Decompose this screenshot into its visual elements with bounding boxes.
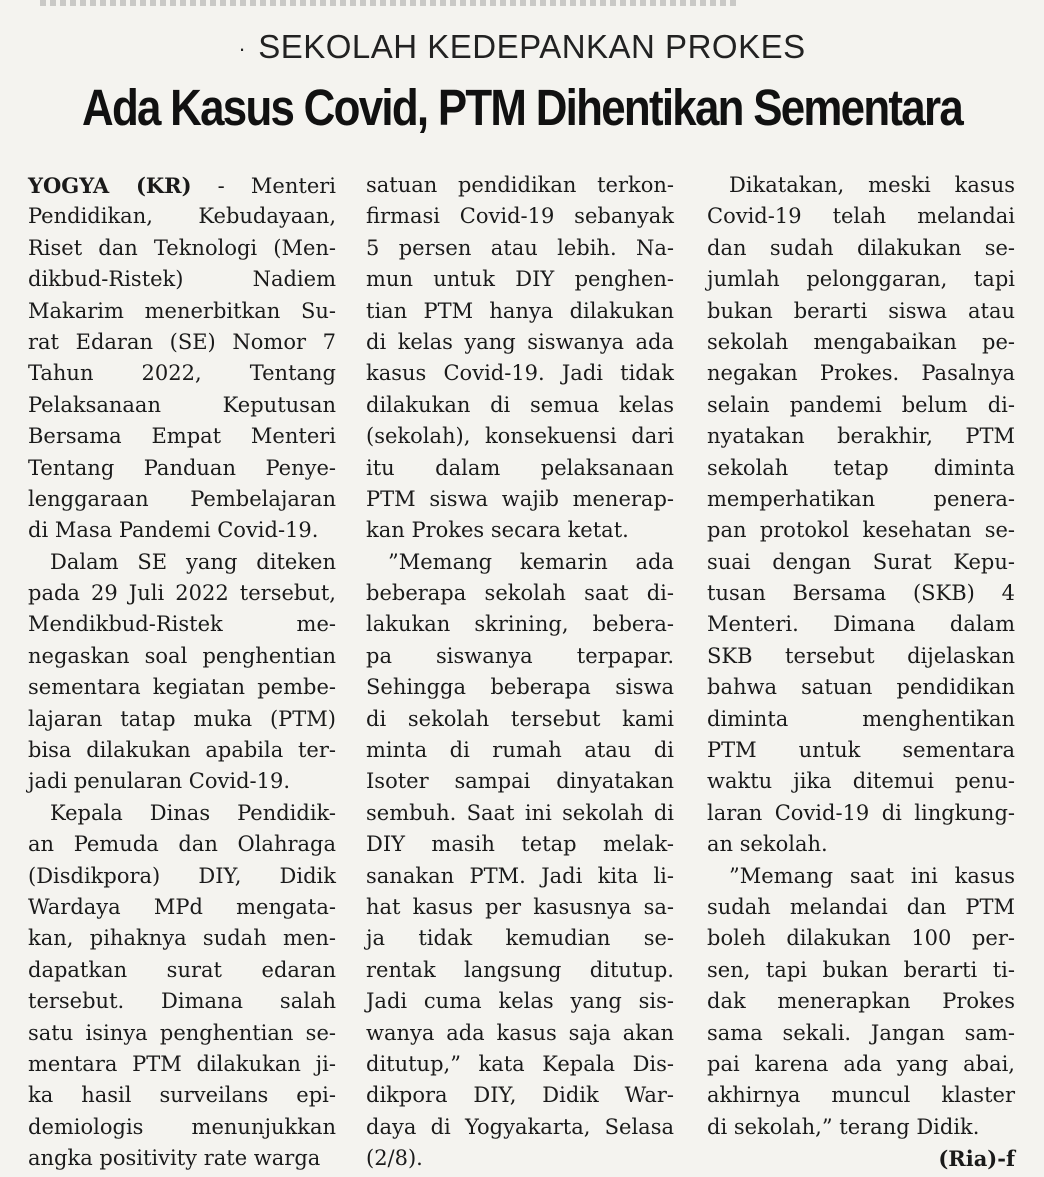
column-3 bbox=[707, 170, 1015, 1175]
text-line: minta di rumah atau di bbox=[366, 738, 674, 763]
text-line: ka hasil surveilans epi- bbox=[28, 1083, 336, 1108]
text-line: kan Prokes secara ketat. bbox=[366, 518, 629, 543]
text-line: Isoter sampai dinyatakan bbox=[366, 769, 674, 794]
text-line: dilakukan di semua kelas bbox=[366, 392, 674, 417]
text-line: Wardaya MPd mengata- bbox=[28, 894, 336, 919]
text-line: (Disdikpora) DIY, Didik bbox=[28, 863, 336, 888]
cropped-text-fragment bbox=[40, 0, 740, 6]
text-line: firmasi Covid-19 sebanyak bbox=[366, 204, 674, 229]
text-line: sudah melandai dan PTM bbox=[707, 894, 1015, 919]
text-line: Menteri. Dimana dalam bbox=[707, 612, 1015, 637]
text-line: di Masa Pandemi Covid-19. bbox=[28, 518, 319, 543]
text-line: tersebut. Dimana salah bbox=[28, 989, 336, 1014]
text-line: laran Covid-19 di lingkung- bbox=[707, 800, 1015, 825]
text-line: di sekolah tersebut kami bbox=[366, 706, 674, 731]
text-line: dikbud-Ristek) Nadiem bbox=[28, 267, 336, 292]
text-line: Jadi cuma kelas yang sis- bbox=[366, 989, 674, 1014]
text-line: nyatakan berakhir, PTM bbox=[707, 424, 1015, 449]
text-line: Sehingga beberapa siswa bbox=[366, 675, 674, 700]
text-line: mentara PTM dilakukan ji- bbox=[28, 1051, 336, 1076]
previous-article-fragment bbox=[0, 0, 1044, 10]
column-1 bbox=[28, 170, 336, 1175]
text-line: itu dalam pelaksanaan bbox=[366, 455, 674, 480]
text-line: ”Memang kemarin ada bbox=[388, 549, 674, 574]
text-line: jadi penularan Covid-19. bbox=[28, 769, 291, 794]
text-line: di kelas yang siswanya ada bbox=[366, 329, 674, 354]
text-line: ”Memang saat ini kasus bbox=[729, 863, 1015, 888]
text-line: SKB tersebut dijelaskan bbox=[707, 643, 1015, 668]
text-line: beberapa sekolah saat di- bbox=[366, 581, 674, 606]
text-line: diminta menghentikan bbox=[707, 706, 1015, 731]
text-line: (sekolah), konsekuensi dari bbox=[366, 424, 674, 449]
text-line: kan, pihaknya sudah men- bbox=[28, 926, 336, 951]
text-line: sekolah mengabaikan pe- bbox=[707, 329, 1015, 354]
text-line: Dalam SE yang diteken bbox=[50, 549, 336, 574]
text-line: akhirnya muncul klaster bbox=[707, 1083, 1015, 1108]
text-line: jumlah pelonggaran, tapi bbox=[707, 267, 1015, 292]
text-line: pai karena ada yang abai, bbox=[707, 1051, 1015, 1076]
text-line: Pendidikan, Kebudayaan, bbox=[28, 204, 336, 229]
text-line: pada 29 Juli 2022 tersebut, bbox=[28, 581, 336, 606]
text-line: negakan Prokes. Pasalnya bbox=[707, 361, 1015, 386]
text-line: wanya ada kasus saja akan bbox=[366, 1020, 674, 1045]
text-line: Kepala Dinas Pendidik- bbox=[50, 800, 336, 825]
text-line: Tahun 2022, Tentang bbox=[28, 361, 336, 386]
text-line: an Pemuda dan Olahraga bbox=[28, 832, 336, 857]
text-line: Dikatakan, meski kasus bbox=[729, 173, 1015, 197]
kicker bbox=[0, 28, 1044, 66]
text-line: angka positivity rate warga bbox=[28, 1146, 321, 1171]
text-line: hat kasus per kasusnya sa- bbox=[366, 894, 674, 919]
text-line: Mendikbud-Ristek me- bbox=[28, 612, 336, 637]
text-line: Covid-19 telah melandai bbox=[707, 204, 1015, 229]
text-line: Tentang Panduan Penye- bbox=[28, 455, 336, 480]
text-line: satuan pendidikan terkon- bbox=[366, 173, 674, 197]
text-line: bisa dilakukan apabila ter- bbox=[28, 738, 336, 763]
text-line: dapatkan surat edaran bbox=[28, 957, 336, 982]
text-line: suai dengan Surat Kepu- bbox=[707, 549, 1015, 574]
text-line: Makarim menerbitkan Su- bbox=[28, 298, 336, 323]
text-line: Pelaksanaan Keputusan bbox=[28, 392, 336, 417]
text-line: rentak langsung ditutup. bbox=[366, 957, 674, 982]
text-line: pa siswanya terpapar. bbox=[366, 643, 674, 668]
text-line: satu isinya penghentian se- bbox=[28, 1020, 336, 1045]
text-line: rat Edaran (SE) Nomor 7 bbox=[28, 329, 336, 354]
text-line: dikpora DIY, Didik War- bbox=[366, 1083, 674, 1108]
text-line bbox=[28, 170, 336, 201]
text-line: sama sekali. Jangan sam- bbox=[707, 1020, 1015, 1045]
column-2 bbox=[366, 170, 674, 1175]
text-line: mun untuk DIY penghen- bbox=[366, 267, 674, 292]
text-line: lajaran tatap muka (PTM) bbox=[28, 706, 336, 731]
text-line: kasus Covid-19. Jadi tidak bbox=[366, 361, 674, 386]
text-line: DIY masih tetap melak- bbox=[366, 832, 674, 857]
dateline: YOGYA (KR) bbox=[28, 173, 192, 198]
text-line: boleh dilakukan 100 per- bbox=[707, 926, 1015, 951]
text-line: PTM siswa wajib menerap- bbox=[366, 486, 674, 511]
text-line: ja tidak kemudian se- bbox=[366, 926, 674, 951]
text-line: PTM untuk sementara bbox=[707, 738, 1015, 763]
text-line: pan protokol kesehatan se- bbox=[707, 518, 1015, 543]
text-line: selain pandemi belum di- bbox=[707, 392, 1015, 417]
text-line: bukan berarti siswa atau bbox=[707, 298, 1015, 323]
text-line: sekolah tetap diminta bbox=[707, 455, 1015, 480]
headline: Ada Kasus Covid, PTM Dihentikan Sementara bbox=[81, 79, 962, 136]
text-line: lenggaraan Pembelajaran bbox=[28, 486, 336, 511]
kicker-text: SEKOLAH KEDEPANKAN PROKES bbox=[258, 28, 806, 65]
text-line: dak menerapkan Prokes bbox=[707, 989, 1015, 1014]
text-line: sementara kegiatan pembe- bbox=[28, 675, 336, 700]
byline: (Ria)-f bbox=[938, 1146, 1015, 1172]
text-line: daya di Yogyakarta, Selasa bbox=[366, 1114, 674, 1139]
line-text: - Menteri bbox=[191, 174, 337, 198]
text-line: negaskan soal penghentian bbox=[28, 643, 336, 668]
text-line: sembuh. Saat ini sekolah di bbox=[366, 800, 674, 825]
text-line: bahwa satuan pendidikan bbox=[707, 675, 1015, 700]
text-line: dan sudah dilakukan se- bbox=[707, 235, 1015, 260]
text-line: demiologis menunjukkan bbox=[28, 1114, 336, 1139]
text-line: tian PTM hanya dilakukan bbox=[366, 298, 674, 323]
text-line: lakukan skrining, bebera- bbox=[366, 612, 674, 637]
text-line: sanakan PTM. Jadi kita li- bbox=[366, 863, 674, 888]
text-line: 5 persen atau lebih. Na- bbox=[366, 235, 674, 260]
text-line: tusan Bersama (SKB) 4 bbox=[707, 581, 1015, 606]
byline-line bbox=[707, 1143, 1015, 1174]
text-line: (2/8). bbox=[366, 1146, 423, 1171]
text-line: an sekolah. bbox=[707, 832, 828, 857]
text-line: memperhatikan penera- bbox=[707, 486, 1015, 511]
text-line: Riset dan Teknologi (Men- bbox=[28, 235, 336, 260]
text-line: ditutup,” kata Kepala Dis- bbox=[366, 1051, 674, 1076]
text-line: di sekolah,” terang Didik. bbox=[707, 1114, 980, 1139]
text-line: waktu jika ditemui penu- bbox=[707, 769, 1015, 794]
text-line: Bersama Empat Menteri bbox=[28, 424, 336, 449]
text-line: sen, tapi bukan berarti ti- bbox=[707, 957, 1015, 982]
bullet-icon: · bbox=[238, 36, 247, 62]
